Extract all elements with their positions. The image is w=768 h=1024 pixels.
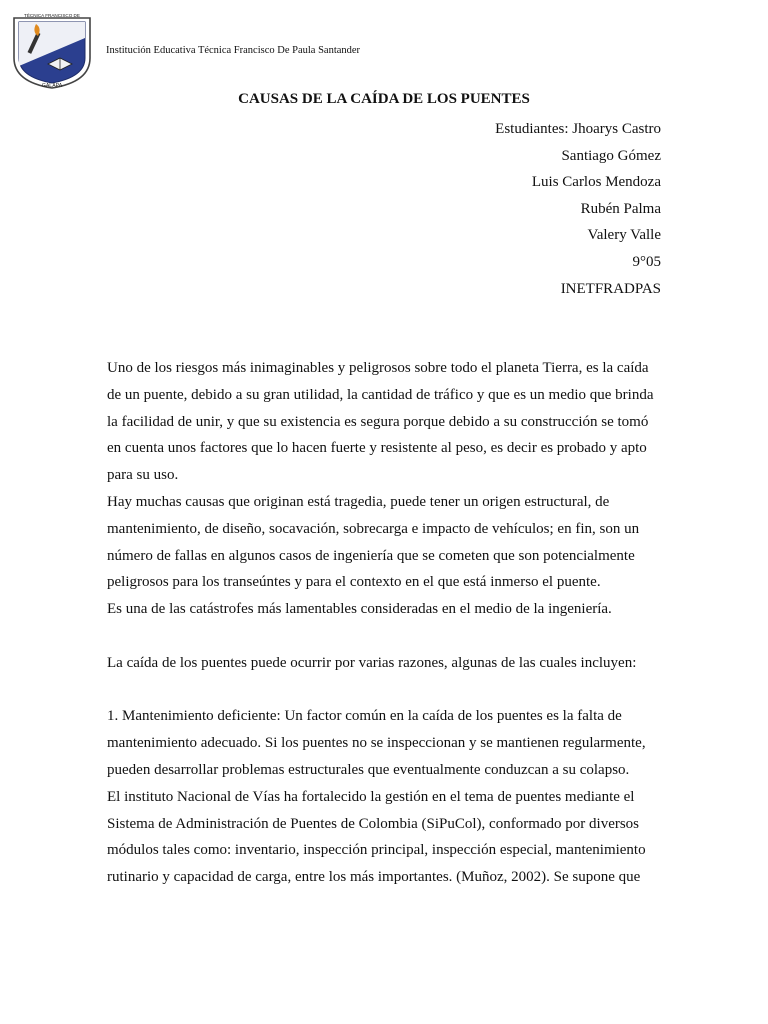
authors-block: [495, 116, 661, 302]
institution-name: Institución Educativa Técnica Francisco De Paula Santander: [106, 45, 361, 56]
body-line: 1. Mantenimiento deficiente: Un factor común en la caída de los puentes es la falta de: [107, 708, 622, 725]
body-line: en cuenta unos factores que lo hacen fuerte y resistente al peso, es decir es probado y apto: [107, 440, 647, 457]
author-line: Luis Carlos Mendoza: [531, 174, 661, 191]
blank-line: [107, 623, 662, 650]
body-line: Hay muchas causas que originan está tragedia, puede tener un origen estructural, de: [107, 493, 610, 510]
body-line: para su uso.: [107, 467, 179, 484]
body-line: mantenimiento adecuado. Si los puentes no se inspeccionan y se mantienen regularmente,: [107, 735, 646, 752]
author-line: Estudiantes: Jhoarys Castro: [495, 121, 661, 137]
body-line: pueden desarrollar problemas estructurales que eventualmente conduzcan a su colapso.: [107, 761, 630, 778]
grade-line: 9°05: [632, 253, 661, 270]
blank-line: [107, 677, 662, 704]
document-title: CAUSAS DE LA CAÍDA DE LOS PUENTES: [238, 91, 530, 107]
document-header: [8, 8, 728, 92]
body-line: Uno de los riesgos más inimaginables y peligrosos sobre todo el planeta Tierra, es la caída: [107, 360, 649, 376]
body-line: Es una de las catástrofes más lamentables consideradas en el medio de la ingeniería.: [107, 601, 612, 618]
body-line: La caída de los puentes puede ocurrir por varias razones, algunas de las cuales incluyen:: [107, 654, 637, 671]
body-line: de un puente, debido a su gran utilidad, la cantidad de tráfico y que es un medio que brinda: [107, 386, 654, 403]
school-shield-logo: [8, 8, 96, 90]
author-line: Santiago Gómez: [561, 147, 661, 164]
body-line: módulos tales como: inventario, inspección principal, inspección especial, mantenimiento: [107, 842, 646, 859]
svg-text:GALAPA: GALAPA: [41, 83, 63, 89]
document-body: [107, 355, 662, 891]
body-line: Sistema de Administración de Puentes de Colombia (SiPuCol), conformado por diversos: [107, 815, 640, 832]
school-code-line: INETFRADPAS: [560, 280, 661, 297]
svg-text:TÉCNICA FRANCISCO DE: TÉCNICA FRANCISCO DE: [24, 13, 80, 18]
author-line: Rubén Palma: [580, 200, 661, 217]
body-line: peligrosos para los transeúntes y para el contexto en el que está inmerso el puente.: [107, 574, 601, 591]
body-line: mantenimiento, de diseño, socavación, sobrecarga e impacto de vehículos; en fin, son un: [107, 520, 640, 537]
author-line: Valery Valle: [587, 227, 661, 244]
body-line: número de fallas en algunos casos de ingeniería que se cometen que son potencialmente: [107, 547, 635, 564]
body-line: El instituto Nacional de Vías ha fortalecido la gestión en el tema de puentes mediante el: [107, 788, 635, 805]
body-line: rutinario y capacidad de carga, entre los más importantes. (Muñoz, 2002). Se supone que: [107, 869, 641, 886]
body-line: la facilidad de unir, y que su existencia es segura porque debido a su construcción se tomó: [107, 413, 649, 430]
